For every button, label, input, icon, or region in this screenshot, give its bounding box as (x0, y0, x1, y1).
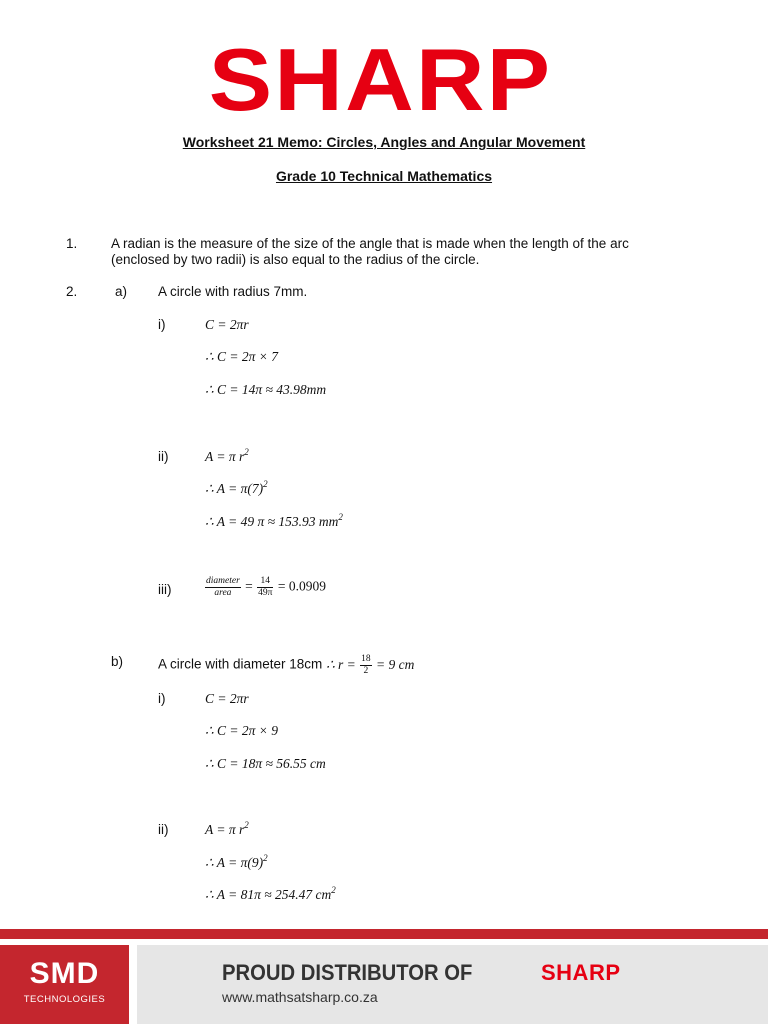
q2b-fraction (360, 654, 372, 677)
q1-number: 1. (66, 236, 78, 251)
q2b-ii-line1-exp: 2 (244, 820, 249, 830)
q2b-i-line2: ∴ C = 2π × 9 (205, 723, 278, 738)
footer-red-bar (0, 929, 768, 939)
q2b-i-label: i) (158, 691, 166, 706)
q2a-text: A circle with radius 7mm. (158, 284, 308, 299)
smd-logo-subtitle: TECHNOLOGIES (23, 994, 106, 1005)
q2b-ii-label: ii) (158, 822, 169, 837)
q2b-label: b) (111, 654, 124, 669)
q2a-ii-line2 (205, 481, 268, 497)
q2a-iii-fraction-1 (205, 576, 241, 599)
q2b-ii-line1 (205, 822, 249, 838)
worksheet-title: Worksheet 21 Memo: Circles, Angles and Angular Movement (182, 134, 586, 150)
q2b-ii-line3-text: ∴ A = 81π ≈ 254.47 cm (205, 887, 332, 902)
q2a-iii-equals: = (245, 578, 253, 594)
q2a-i-line2: ∴ C = 2π × 7 (205, 349, 278, 364)
q2b-frac-num: 18 (361, 654, 371, 664)
q2a-label: a) (115, 284, 128, 299)
q2a-ii-line3-exp: 2 (338, 512, 343, 522)
q2a-iii-expression (204, 576, 326, 599)
q2a-ii-line1-text: A = π r (205, 449, 245, 464)
q2a-ii-line2-text: ∴ A = π(7) (205, 481, 264, 496)
website-url: www.mathsatsharp.co.za (222, 989, 378, 1005)
q2a-iii-frac2-num: 14 (257, 576, 273, 588)
q2a-ii-line1 (205, 449, 249, 465)
q2b-line (158, 654, 414, 677)
q2b-ii-line3 (205, 887, 336, 903)
q1-text-line1: A radian is the measure of the size of the angle that is made when the length of the arc (111, 236, 629, 251)
distributor-brand: SHARP (541, 960, 621, 985)
q2a-ii-line1-exp: 2 (244, 447, 249, 457)
q1-text-line2: (enclosed by two radii) is also equal to the radius of the circle. (111, 252, 480, 267)
q2a-i-label: i) (158, 317, 166, 332)
q2a-ii-line2-exp: 2 (263, 479, 268, 489)
sharp-logo: SHARP (208, 30, 553, 129)
q2a-iii-fraction-2 (257, 576, 273, 599)
q2b-math (326, 654, 415, 676)
q2b-ii-line1-text: A = π r (205, 822, 245, 837)
q2a-i-line3: ∴ C = 14π ≈ 43.98mm (205, 382, 327, 397)
q2a-iii-frac2-den: 49π (258, 588, 273, 598)
q2a-iii-label: iii) (158, 582, 172, 597)
q2b-text: A circle with diameter 18cm (158, 656, 323, 672)
q2b-i-line3: ∴ C = 18π ≈ 56.55 cm (205, 756, 326, 771)
q2-number: 2. (66, 284, 78, 299)
distributor-tagline: PROUD DISTRIBUTOR OF (222, 960, 473, 985)
q2b-frac-den: 2 (363, 666, 369, 676)
worksheet-subtitle: Grade 10 Technical Mathematics (275, 168, 493, 184)
q2a-ii-label: ii) (158, 449, 169, 464)
q2b-ii-line3-exp: 2 (331, 885, 336, 895)
smd-logo: SMD (29, 957, 100, 990)
q2a-i-line1: C = 2πr (205, 317, 249, 332)
q2b-math-prefix: ∴ r = (326, 656, 356, 672)
q2a-ii-line3 (205, 514, 343, 530)
q2a-ii-line3-text: ∴ A = 49 π ≈ 153.93 mm (205, 514, 339, 529)
q2a-iii-frac1-num: diameter (206, 576, 240, 586)
q2b-ii-line2 (205, 855, 268, 871)
q2b-math-suffix: = 9 cm (376, 656, 415, 672)
q2b-ii-line2-text: ∴ A = π(9) (205, 855, 264, 870)
q2b-i-line1: C = 2πr (205, 691, 249, 706)
q2b-ii-line2-exp: 2 (263, 853, 268, 863)
q2a-iii-frac1-den: area (214, 588, 232, 598)
q2a-iii-result: = 0.0909 (277, 578, 326, 594)
